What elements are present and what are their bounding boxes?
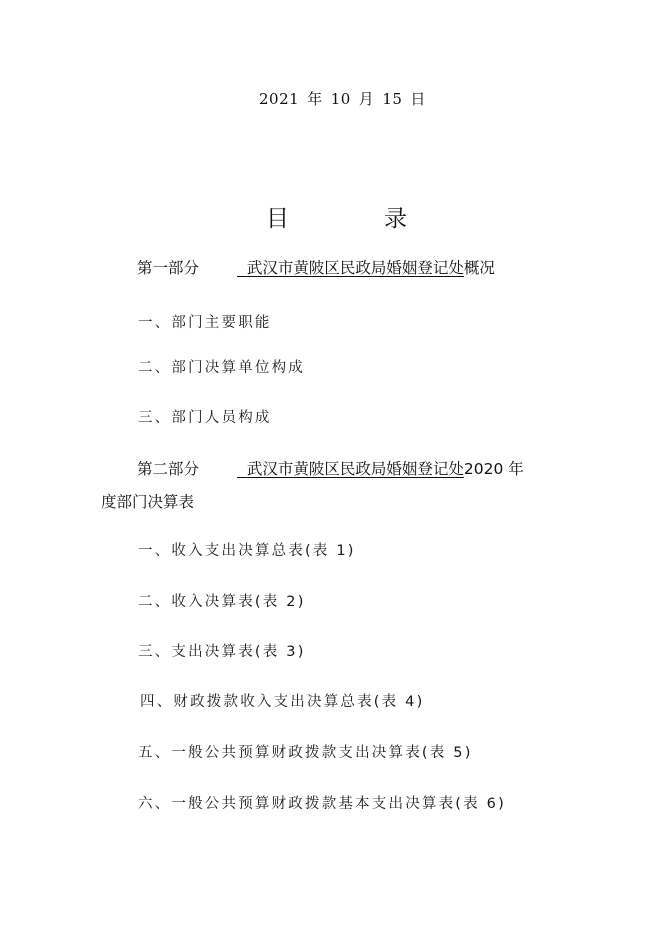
toc-heading-char-2: 录 (384, 206, 407, 232)
toc-item[interactable]: 五、一般公共预算财政拨款支出决算表(表 5) (138, 745, 473, 761)
part1-heading[interactable] (137, 258, 495, 278)
part2-heading-continuation: 度部门决算表 (101, 493, 195, 511)
part2-org-name: 武汉市黄陂区民政局婚姻登记处 (246, 460, 464, 478)
toc-item[interactable]: 二、部门决算单位构成 (138, 360, 305, 376)
date-month: 10 (330, 90, 351, 108)
toc-item[interactable]: 三、支出决算表(表 3) (138, 644, 306, 660)
part2-label: 第二部分 (137, 460, 200, 478)
toc-item[interactable]: 一、收入支出决算总表(表 1) (138, 543, 356, 559)
date-day: 15 (382, 90, 403, 108)
toc-item[interactable]: 六、一般公共预算财政拨款基本支出决算表(表 6) (138, 796, 506, 812)
toc-item[interactable]: 三、部门人员构成 (138, 410, 272, 426)
part2-suffix-line1: 2020 年 (463, 460, 524, 478)
date-month-unit: 月 (358, 90, 375, 108)
date-day-unit: 日 (410, 90, 426, 108)
toc-heading-char-1: 目 (266, 206, 289, 232)
date-year-unit: 年 (307, 90, 323, 108)
document-date (259, 89, 426, 109)
toc-item[interactable]: 一、部门主要职能 (138, 315, 272, 331)
part1-suffix: 概况 (463, 259, 495, 277)
date-year: 2021 (259, 90, 300, 108)
part1-label: 第一部分 (137, 259, 200, 277)
toc-item[interactable]: 二、收入决算表(表 2) (138, 594, 306, 610)
part2-heading[interactable] (137, 459, 524, 479)
toc-item[interactable]: 四、财政拨款收入支出决算总表(表 4) (140, 694, 425, 710)
part1-org-name: 武汉市黄陂区民政局婚姻登记处 (246, 259, 464, 277)
